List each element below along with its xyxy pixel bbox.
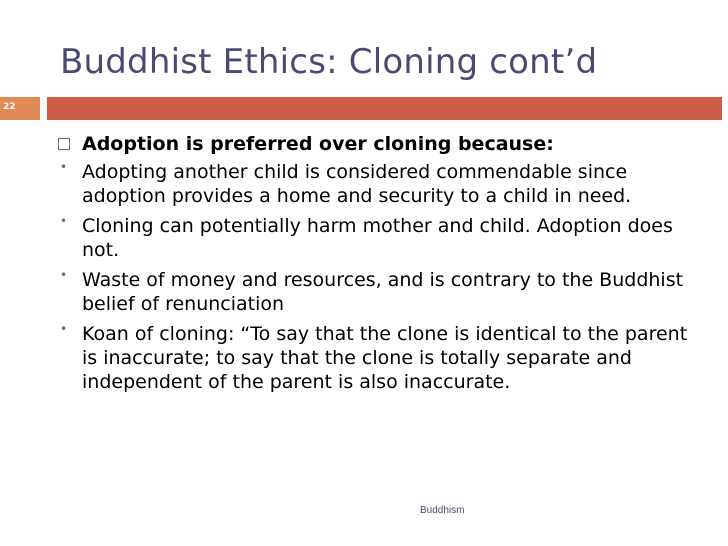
- title-accent-bar: [47, 97, 722, 120]
- list-heading-text: Adoption is preferred over cloning because:: [82, 133, 554, 155]
- list-item-text: Koan of cloning: “To say that the clone is identical to the parent is inaccurate; to say that the clone is totally separate and independent of the parent is also inaccurate.: [82, 323, 688, 393]
- bullet-list: [58, 132, 698, 400]
- list-heading: [58, 132, 698, 156]
- list-item: [58, 268, 698, 316]
- list-item: [58, 214, 698, 262]
- slide-number-badge: [0, 97, 40, 120]
- list-item-text: Adopting another child is considered commendable since adoption provides a home and security to a child in need.: [82, 161, 632, 207]
- dot-bullet-icon: •: [60, 268, 68, 282]
- list-item: [58, 160, 698, 208]
- list-item-text: Waste of money and resources, and is contrary to the Buddhist belief of renunciation: [82, 269, 684, 315]
- slide-number: 22: [3, 102, 16, 112]
- list-item: [58, 322, 698, 394]
- dot-bullet-icon: •: [60, 322, 68, 336]
- dot-bullet-icon: •: [60, 214, 68, 228]
- slide-title: Buddhist Ethics: Cloning cont’d: [60, 42, 598, 82]
- list-item-text: Cloning can potentially harm mother and child. Adoption does not.: [82, 215, 673, 261]
- dot-bullet-icon: •: [60, 160, 68, 174]
- slide-footer: Buddhism: [420, 505, 465, 516]
- square-bullet-icon: [58, 138, 70, 150]
